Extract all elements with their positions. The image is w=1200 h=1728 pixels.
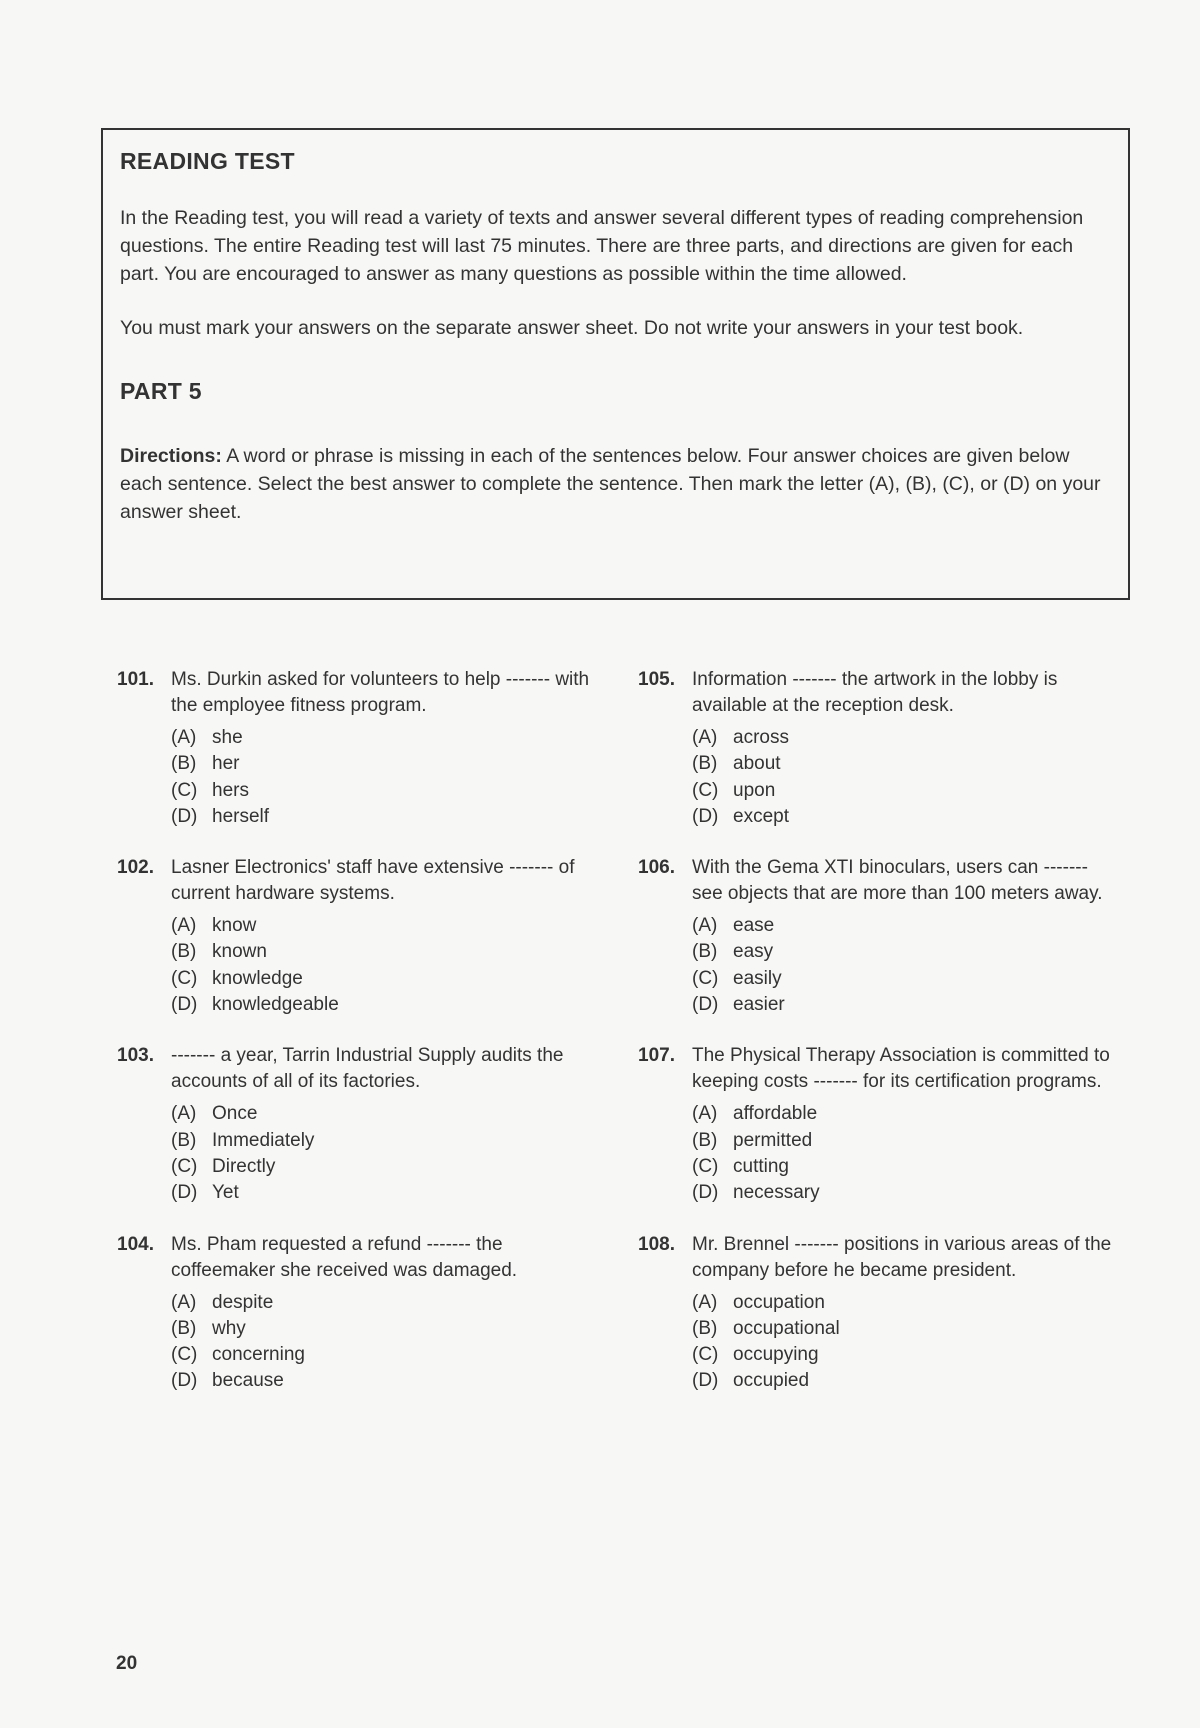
question-stem: Lasner Electronics' staff have extensive ------- of current hardware systems. [171, 857, 575, 905]
choice-d: (D) knowledgeable [171, 994, 339, 1016]
directions [120, 442, 1108, 526]
choice-d: (D) Yet [171, 1182, 239, 1204]
choice-a: (A) she [171, 727, 243, 748]
choice-d: (D) because [171, 1370, 284, 1392]
question-108 [638, 1232, 1118, 1395]
answer-choices [692, 913, 1118, 1018]
question-stem: Ms. Pham requested a refund ------- the coffeemaker she received was damaged. [171, 1233, 518, 1281]
part-title: PART 5 [120, 378, 202, 404]
question-102 [117, 855, 597, 1018]
choice-b: (B) known [171, 941, 267, 963]
choice-c: (C) easily [692, 967, 782, 989]
directions-label: Directions: [120, 445, 222, 467]
choice-d: (D) occupied [692, 1370, 810, 1392]
question-106 [638, 855, 1118, 1018]
question-number: 103. [117, 1045, 154, 1067]
answer-choices [171, 913, 597, 1018]
choice-b: (B) permitted [692, 1129, 813, 1151]
question-number: 104. [117, 1233, 154, 1255]
answer-choices [171, 1101, 597, 1206]
choice-d: (D) except [692, 805, 789, 827]
choice-c: (C) concerning [171, 1344, 305, 1366]
choice-d: (D) herself [171, 805, 270, 827]
choice-a: (A) despite [171, 1291, 274, 1313]
choice-c: (C) Directly [171, 1155, 276, 1177]
question-stem: With the Gema XTI binoculars, users can ------- see objects that are more than 100 meters away. [692, 857, 1103, 905]
choice-c: (C) upon [692, 779, 776, 801]
question-101 [117, 667, 597, 830]
choice-d: (D) easier [692, 994, 785, 1016]
question-stem: Mr. Brennel ------- positions in various areas of the company before he became president. [692, 1233, 1112, 1281]
choice-b: (B) Immediately [171, 1129, 315, 1151]
choice-b: (B) her [171, 753, 240, 775]
choice-a: (A) affordable [692, 1103, 818, 1125]
answer-choices [171, 725, 597, 830]
question-number: 107. [638, 1045, 675, 1067]
question-number: 101. [117, 669, 154, 690]
instructions-box [101, 128, 1130, 600]
question-number: 106. [638, 857, 675, 879]
question-stem: The Physical Therapy Association is committed to keeping costs ------- for its certification programs. [692, 1045, 1110, 1093]
question-stem: ------- a year, Tarrin Industrial Supply audits the accounts of all of its factories. [171, 1045, 564, 1093]
answer-choices [171, 1290, 597, 1395]
answer-choices [692, 725, 1118, 830]
question-105 [638, 667, 1118, 830]
question-number: 105. [638, 669, 675, 690]
questions-column-left [117, 667, 597, 1420]
choice-b: (B) easy [692, 941, 774, 963]
question-stem: Ms. Durkin asked for volunteers to help ------- with the employee fitness program. [171, 669, 590, 716]
choice-a: (A) Once [171, 1103, 258, 1125]
choice-c: (C) occupying [692, 1344, 819, 1366]
page-number: 20 [116, 1653, 138, 1674]
question-104 [117, 1232, 597, 1395]
question-107 [638, 1043, 1118, 1206]
answer-choices [692, 1101, 1118, 1206]
choice-c: (C) hers [171, 779, 249, 801]
choice-a: (A) across [692, 727, 789, 748]
choice-a: (A) ease [692, 915, 775, 937]
answer-choices [692, 1290, 1118, 1395]
question-103 [117, 1043, 597, 1206]
choice-b: (B) why [171, 1317, 246, 1339]
question-stem: Information ------- the artwork in the lobby is available at the reception desk. [692, 669, 1058, 716]
choice-b: (B) about [692, 753, 781, 775]
answer-sheet-note: You must mark your answers on the separate answer sheet. Do not write your answers in your test book. [120, 317, 1024, 339]
choice-d: (D) necessary [692, 1182, 820, 1204]
reading-test-title: READING TEST [120, 148, 295, 174]
question-number: 108. [638, 1233, 675, 1255]
directions-text: A word or phrase is missing in each of the sentences below. Four answer choices are given below each sentence. Select the best answer to complete the sentence. Then mark the letter (A), (B), (C), or (D) on your answer sheet. [120, 445, 1101, 523]
choice-c: (C) knowledge [171, 967, 303, 989]
choice-a: (A) occupation [692, 1291, 825, 1313]
choice-b: (B) occupational [692, 1317, 840, 1339]
choice-a: (A) know [171, 915, 257, 937]
reading-test-intro: In the Reading test, you will read a variety of texts and answer several different types of reading comprehension questions. The entire Reading test will last 75 minutes. There are three parts, and directions are given for each part. You are encouraged to answer as many questions as possible within the time allowed. [120, 207, 1084, 285]
choice-c: (C) cutting [692, 1155, 789, 1177]
question-number: 102. [117, 857, 154, 879]
questions-column-right [638, 667, 1118, 1420]
